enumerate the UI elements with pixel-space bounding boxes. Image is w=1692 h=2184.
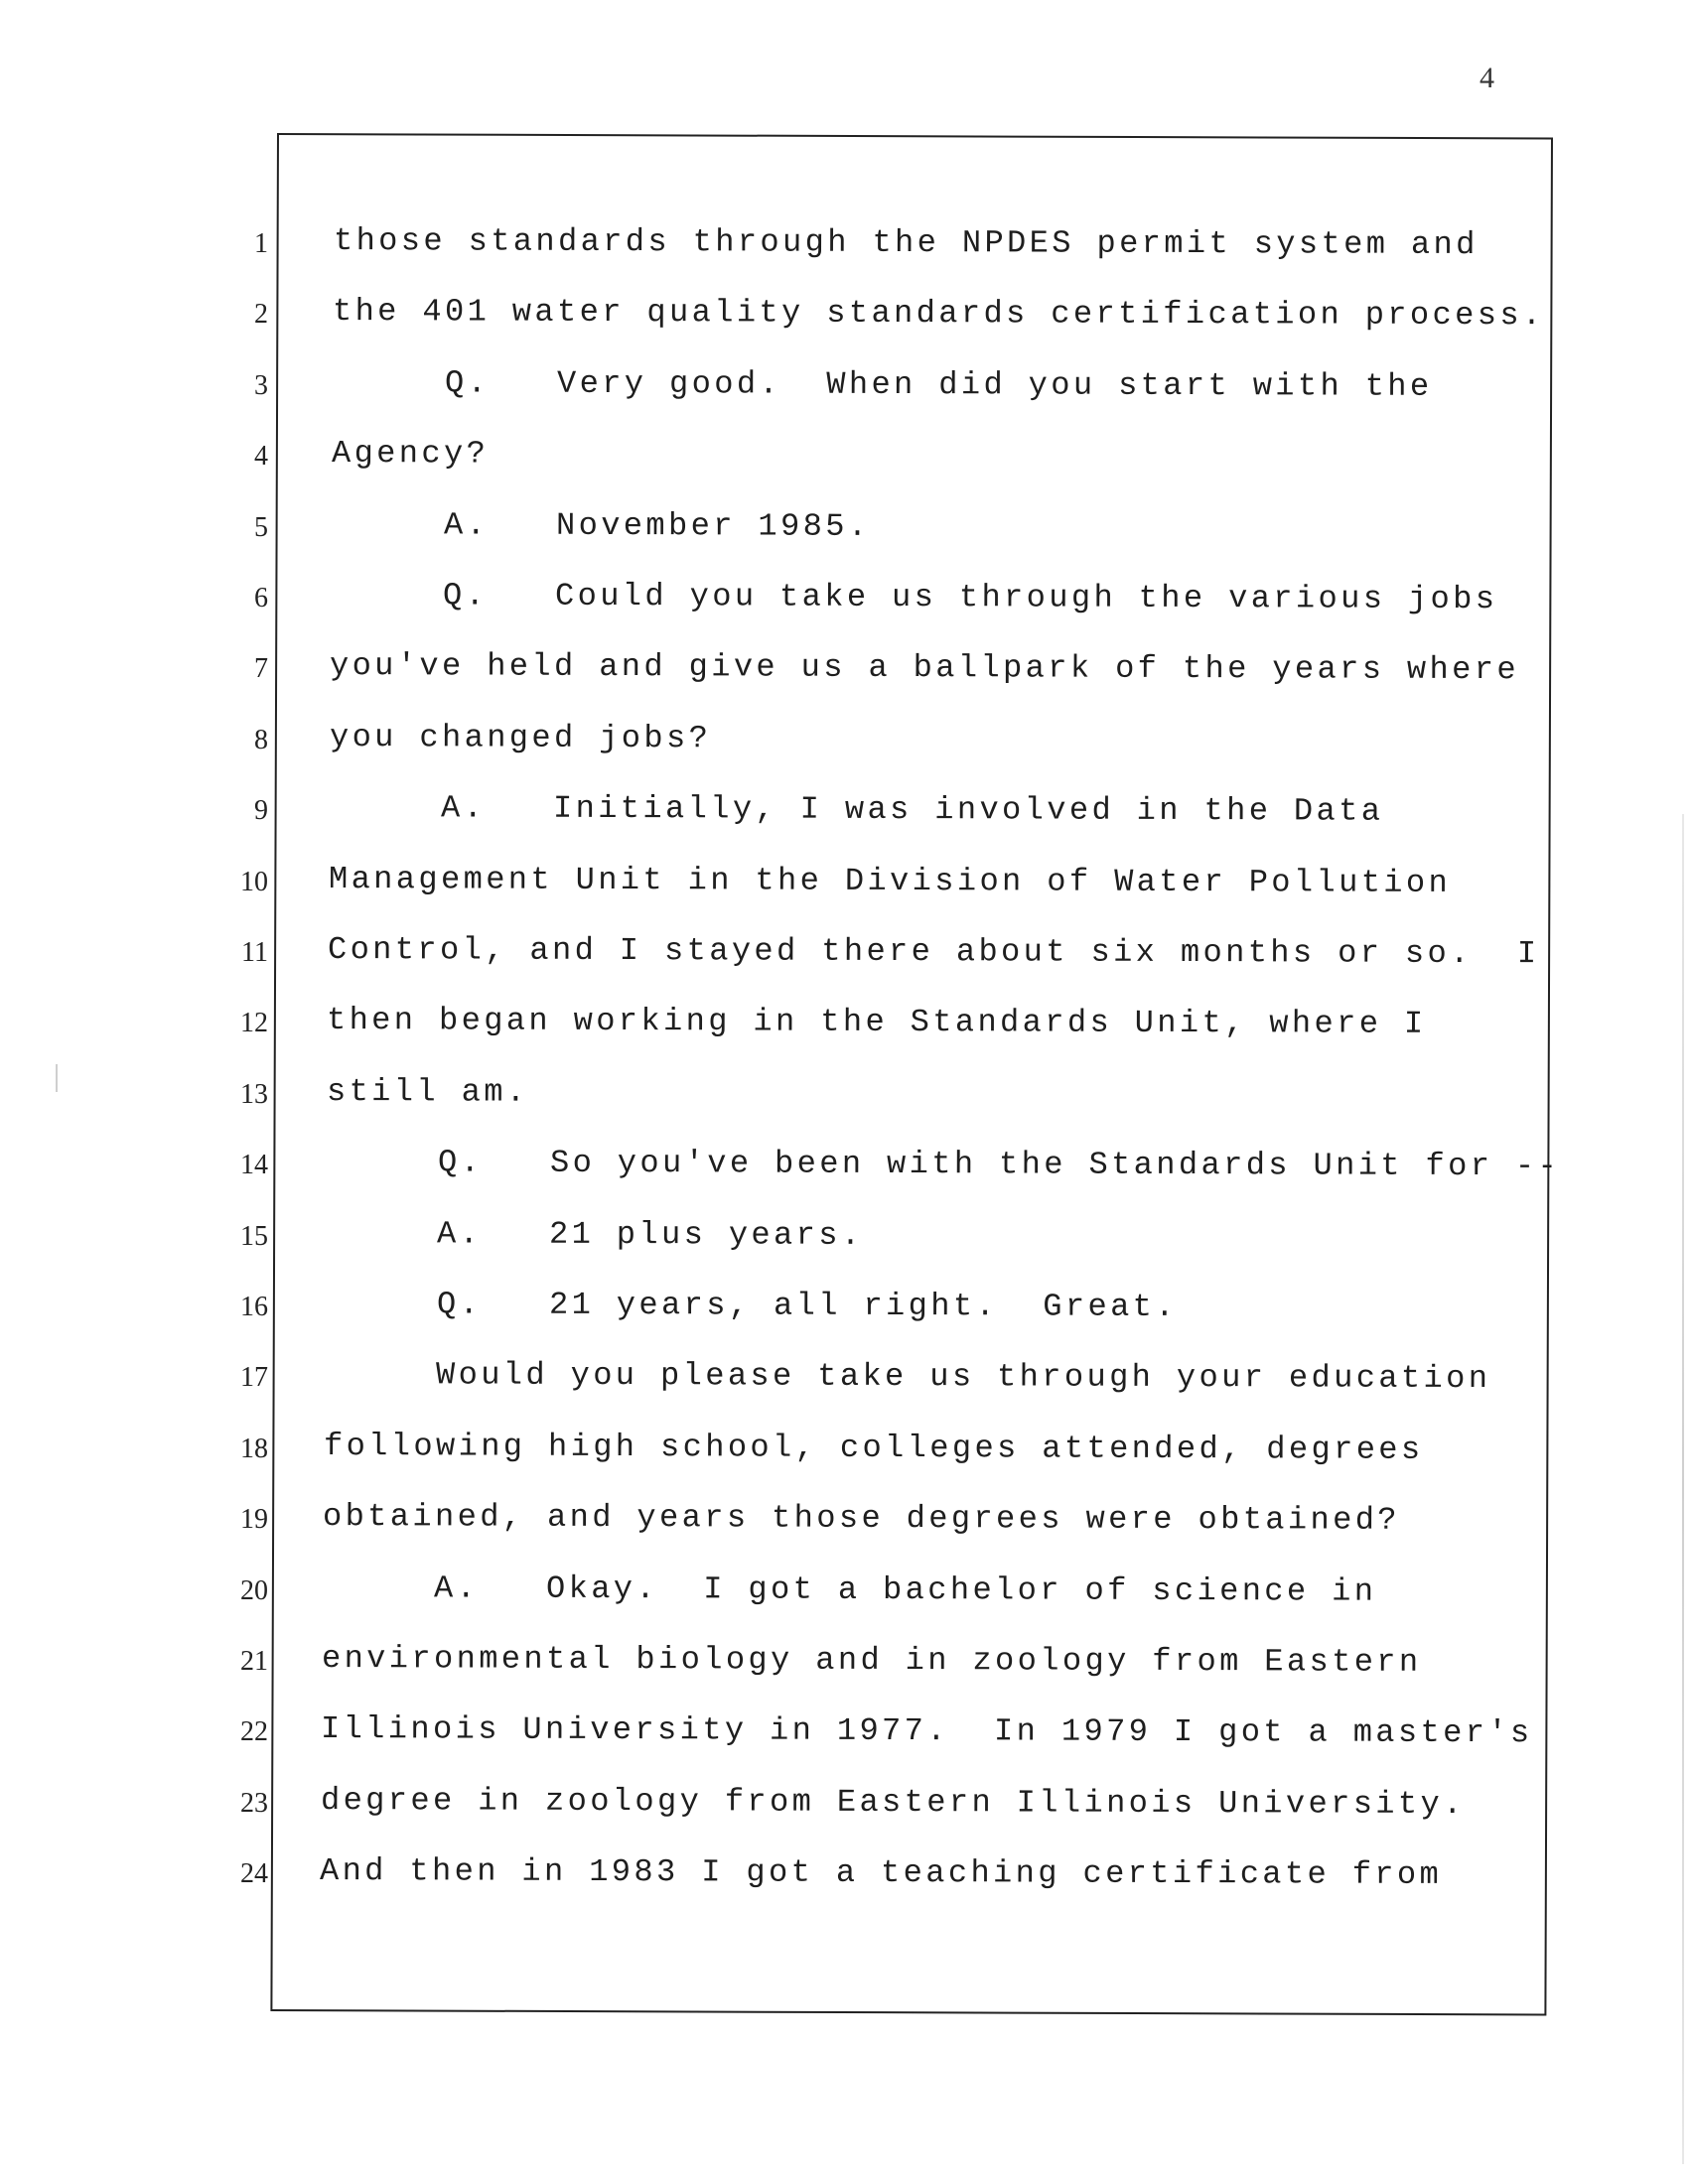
transcript-line: And then in 1983 I got a teaching certificate from bbox=[319, 1852, 1443, 1894]
line-number: 1 bbox=[254, 228, 268, 259]
transcript-line: degree in zoology from Eastern Illinois University. bbox=[320, 1781, 1466, 1823]
transcript-line: Management Unit in the Division of Water Pollution bbox=[328, 860, 1451, 901]
transcript-line: you've held and give us a ballpark of the years where bbox=[330, 647, 1520, 689]
line-number: 22 bbox=[240, 1716, 268, 1748]
transcript-line: then began working in the Standards Unit, where I bbox=[327, 1002, 1427, 1043]
transcript-line: A. Initially, I was involved in the Data bbox=[329, 789, 1384, 830]
transcript-line: environmental biology and in zoology from Eastern bbox=[321, 1640, 1422, 1681]
transcript-line: Q. 21 years, all right. Great. bbox=[324, 1286, 1178, 1325]
line-number: 20 bbox=[240, 1574, 268, 1606]
scan-speck bbox=[56, 1064, 58, 1092]
line-number: 21 bbox=[240, 1646, 268, 1677]
line-number: 18 bbox=[240, 1433, 268, 1464]
line-number: 6 bbox=[254, 583, 268, 614]
line-number: 11 bbox=[241, 937, 268, 968]
line-number: 17 bbox=[240, 1362, 268, 1394]
scan-edge-mark bbox=[1682, 814, 1684, 2164]
transcript-line: those standards through the NPDES permit system and bbox=[333, 222, 1479, 264]
line-number: 2 bbox=[254, 299, 268, 331]
line-number: 7 bbox=[254, 653, 268, 685]
line-number: 14 bbox=[240, 1150, 268, 1181]
transcript-line: Illinois University in 1977. In 1979 I got a master's bbox=[321, 1710, 1533, 1752]
transcript-line: the 401 water quality standards certification process. bbox=[333, 293, 1546, 335]
transcript-line: Q. So you've been with the Standards Unit for -- bbox=[326, 1144, 1561, 1185]
transcript-line: obtained, and years those degrees were obtained? bbox=[322, 1498, 1401, 1539]
line-number: 12 bbox=[240, 1008, 268, 1039]
line-number: 9 bbox=[254, 795, 268, 827]
transcript-line: Q. Could you take us through the various jobs bbox=[330, 577, 1498, 618]
line-number: 5 bbox=[254, 511, 268, 543]
line-number: 23 bbox=[240, 1787, 268, 1819]
page-number: 4 bbox=[1480, 62, 1494, 94]
line-number: 19 bbox=[240, 1504, 268, 1536]
transcript-line: A. 21 plus years. bbox=[325, 1214, 865, 1254]
line-number: 8 bbox=[254, 724, 268, 755]
line-number: 24 bbox=[240, 1858, 268, 1890]
transcript-line: Q. Very good. When did you start with the bbox=[332, 363, 1433, 405]
transcript-line: A. Okay. I got a bachelor of science in bbox=[322, 1569, 1377, 1610]
line-number: 16 bbox=[240, 1292, 268, 1322]
transcript-line: you changed jobs? bbox=[329, 718, 712, 757]
line-number: 10 bbox=[240, 866, 268, 897]
transcript-line: following high school, colleges attended, degrees bbox=[323, 1427, 1424, 1468]
transcript-line: A. November 1985. bbox=[331, 505, 871, 545]
line-number: 15 bbox=[240, 1220, 268, 1252]
transcript-line: Would you please take us through your education bbox=[324, 1356, 1491, 1398]
transcript-line: Agency? bbox=[332, 435, 490, 473]
transcript-line: still am. bbox=[326, 1072, 529, 1111]
line-number: 3 bbox=[254, 369, 268, 401]
line-number: 4 bbox=[254, 441, 268, 473]
transcript-line: Control, and I stayed there about six months or so. I bbox=[327, 931, 1540, 973]
line-number: 13 bbox=[240, 1078, 268, 1110]
